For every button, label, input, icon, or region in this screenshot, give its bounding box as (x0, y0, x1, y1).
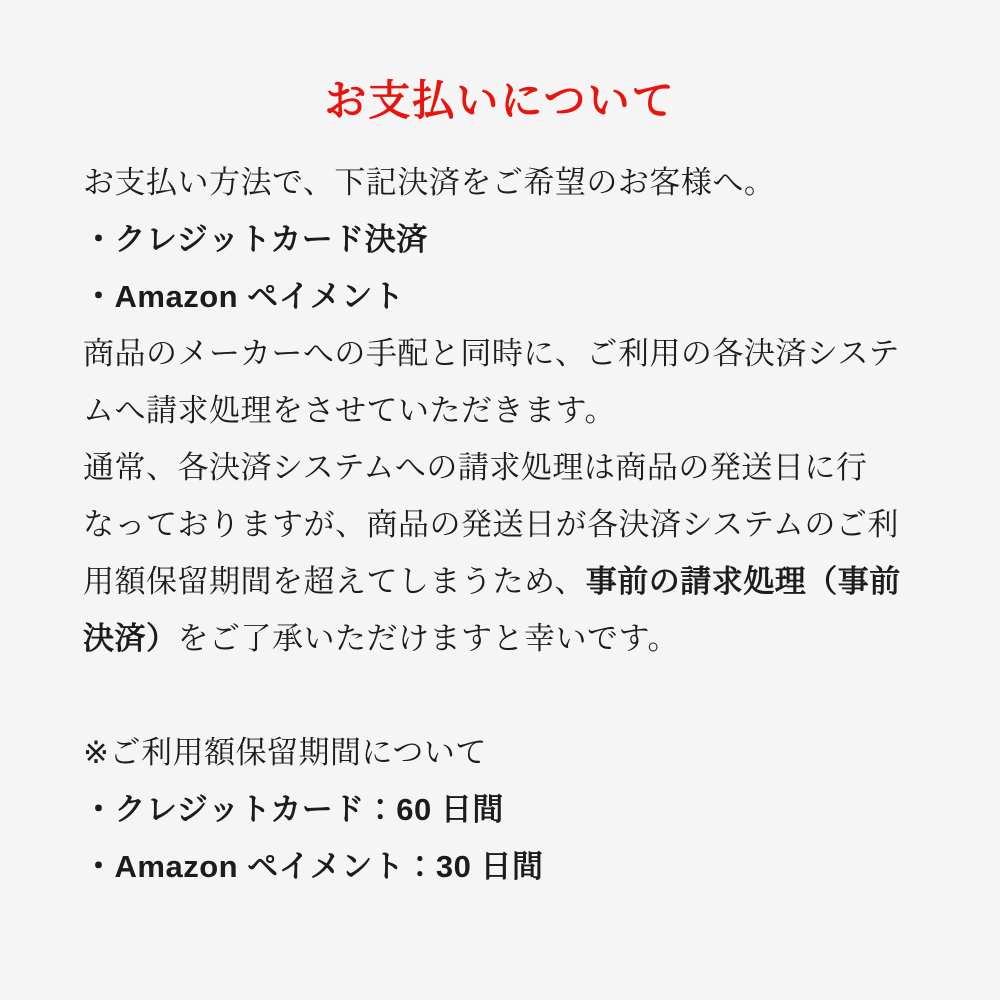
para-timing-line4 (83, 610, 950, 667)
note-credit-card-period: ・クレジットカード：60 日間 (83, 792, 504, 827)
para-timing-line4-bold: 決済） (83, 621, 178, 656)
para-timing-line3 (83, 553, 950, 610)
note-amazon-payment-period: ・Amazon ペイメント：30 日間 (83, 849, 544, 884)
para-timing-line2: なっておりますが、商品の発送日が各決済システムのご利 (83, 507, 899, 542)
para-arrange-line2: ムへ請求処理をさせていただきます。 (83, 393, 617, 428)
page-title: お支払いについて (324, 77, 676, 124)
bullet-credit-card: ・クレジットカード決済 (83, 222, 428, 257)
bullet-amazon-payment: ・Amazon ペイメント (83, 279, 405, 314)
note-heading: ※ご利用額保留期間について (83, 735, 487, 770)
para-timing-line3-bold: 事前の請求処理（事前 (585, 564, 901, 599)
document-body (0, 154, 1000, 895)
intro-line: お支払い方法で、下記決済をご希望のお客様へ。 (83, 165, 776, 200)
para-timing-line3-normal: 用額保留期間を超えてしまうため、 (83, 564, 586, 599)
para-timing-line1: 通常、各決済システムへの請求処理は商品の発送日に行 (83, 450, 868, 485)
para-arrange-line1: 商品のメーカーへの手配と同時に、ご利用の各決済システ (83, 336, 900, 371)
blank-line-spacer (83, 667, 950, 724)
para-timing-line4-normal: をご了承いただけますと幸いです。 (177, 621, 680, 656)
